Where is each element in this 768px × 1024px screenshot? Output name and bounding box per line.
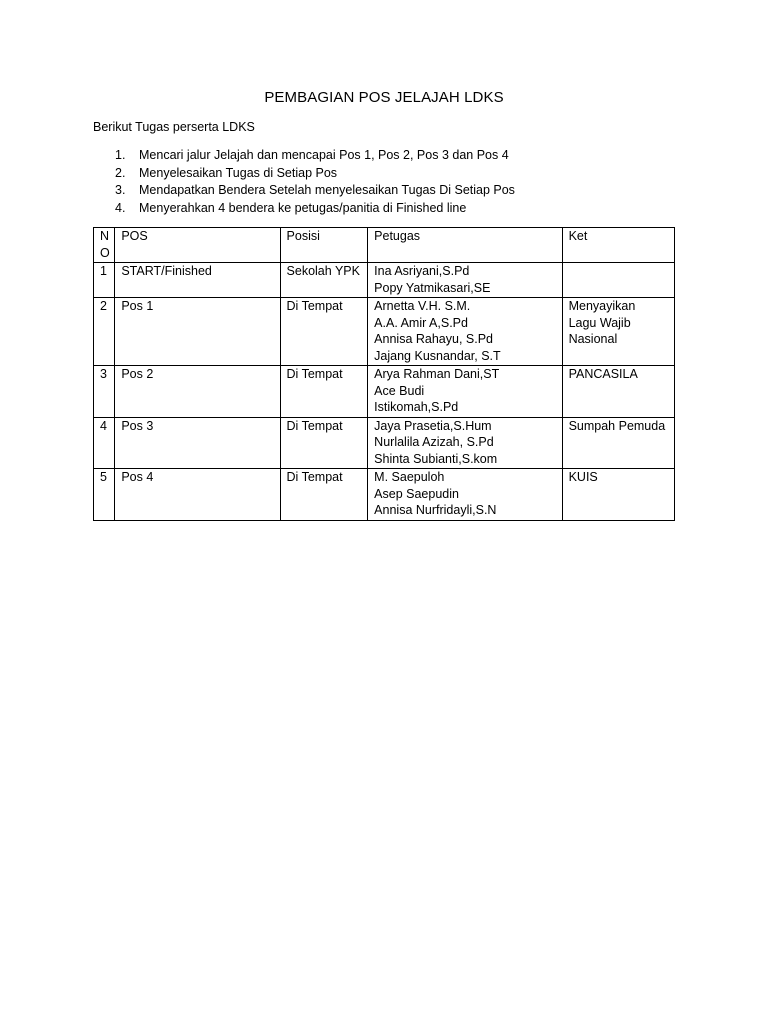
cell-petugas xyxy=(368,263,562,298)
table-row xyxy=(94,263,675,298)
petugas-name: Shinta Subianti,S.kom xyxy=(374,451,498,466)
cell-no: 3 xyxy=(94,366,115,418)
cell-pos: START/Finished xyxy=(115,263,280,298)
cell-petugas xyxy=(368,469,562,521)
table-row xyxy=(94,298,675,366)
petugas-name: Ace Budi xyxy=(374,383,425,398)
ket-text: KUIS xyxy=(568,470,598,484)
cell-ket xyxy=(562,366,674,418)
cell-no: 1 xyxy=(94,263,115,298)
petugas-name: Nurlalila Azizah, S.Pd xyxy=(374,435,494,449)
ket-text: Menyayikan xyxy=(568,299,636,313)
header-petugas: Petugas xyxy=(368,228,562,263)
ket-text: Sumpah Pemuda xyxy=(568,418,666,433)
task-number: 4. xyxy=(115,200,126,215)
cell-petugas xyxy=(368,366,562,418)
task-item xyxy=(93,165,515,183)
task-item xyxy=(93,147,515,165)
cell-ket xyxy=(562,469,674,521)
task-text: Menyerahkan 4 bendera ke petugas/panitia di Finished line xyxy=(139,200,467,215)
task-number: 3. xyxy=(115,183,126,197)
cell-ket xyxy=(562,417,674,469)
task-item xyxy=(93,200,515,218)
cell-ket xyxy=(562,263,674,298)
petugas-name: Arya Rahman Dani,ST xyxy=(374,367,500,381)
petugas-name: Jajang Kusnandar, S.T xyxy=(374,348,501,363)
petugas-name: Arnetta V.H. S.M. xyxy=(374,299,471,313)
cell-posisi: Di Tempat xyxy=(280,298,368,366)
task-number: 1. xyxy=(115,148,126,162)
table-row xyxy=(94,366,675,418)
petugas-name: Annisa Rahayu, S.Pd xyxy=(374,332,493,346)
document-title: PEMBAGIAN POS JELAJAH LDKS xyxy=(264,89,504,106)
task-list xyxy=(93,147,515,217)
cell-ket xyxy=(562,298,674,366)
header-no: N O xyxy=(94,228,115,263)
cell-no: 5 xyxy=(94,469,115,521)
cell-posisi: Sekolah YPK xyxy=(280,263,368,298)
table-row xyxy=(94,417,675,469)
header-ket: Ket xyxy=(562,228,674,263)
table-header-row xyxy=(94,228,675,263)
petugas-name: A.A. Amir A,S.Pd xyxy=(374,315,468,330)
ket-text: PANCASILA xyxy=(568,367,638,381)
cell-no: 4 xyxy=(94,417,115,469)
cell-pos: Pos 1 xyxy=(115,298,280,366)
intro-text: Berikut Tugas perserta LDKS xyxy=(93,120,255,134)
petugas-name: Asep Saepudin xyxy=(374,486,459,501)
petugas-name: Ina Asriyani,S.Pd xyxy=(374,264,470,278)
petugas-name: Jaya Prasetia,S.Hum xyxy=(374,418,492,433)
task-item xyxy=(93,182,515,200)
petugas-name: M. Saepuloh xyxy=(374,470,445,484)
header-pos: POS xyxy=(115,228,280,263)
table-row xyxy=(94,469,675,521)
header-posisi: Posisi xyxy=(280,228,368,263)
pos-assignment-table xyxy=(93,227,675,521)
cell-pos: Pos 2 xyxy=(115,366,280,418)
petugas-name: Istikomah,S.Pd xyxy=(374,400,459,414)
cell-posisi: Di Tempat xyxy=(280,417,368,469)
task-text: Menyelesaikan Tugas di Setiap Pos xyxy=(139,165,338,180)
cell-petugas xyxy=(368,298,562,366)
task-number: 2. xyxy=(115,165,126,180)
cell-no: 2 xyxy=(94,298,115,366)
task-text: Mencari jalur Jelajah dan mencapai Pos 1, Pos 2, Pos 3 dan Pos 4 xyxy=(139,148,509,162)
cell-petugas xyxy=(368,417,562,469)
ket-text: Lagu Wajib xyxy=(568,315,631,330)
cell-posisi: Di Tempat xyxy=(280,469,368,521)
ket-text: Nasional xyxy=(568,332,618,346)
task-text: Mendapatkan Bendera Setelah menyelesaikan Tugas Di Setiap Pos xyxy=(139,183,515,197)
petugas-name: Annisa Nurfridayli,S.N xyxy=(374,503,497,517)
cell-pos: Pos 3 xyxy=(115,417,280,469)
cell-posisi: Di Tempat xyxy=(280,366,368,418)
petugas-name: Popy Yatmikasari,SE xyxy=(374,280,491,295)
cell-pos: Pos 4 xyxy=(115,469,280,521)
